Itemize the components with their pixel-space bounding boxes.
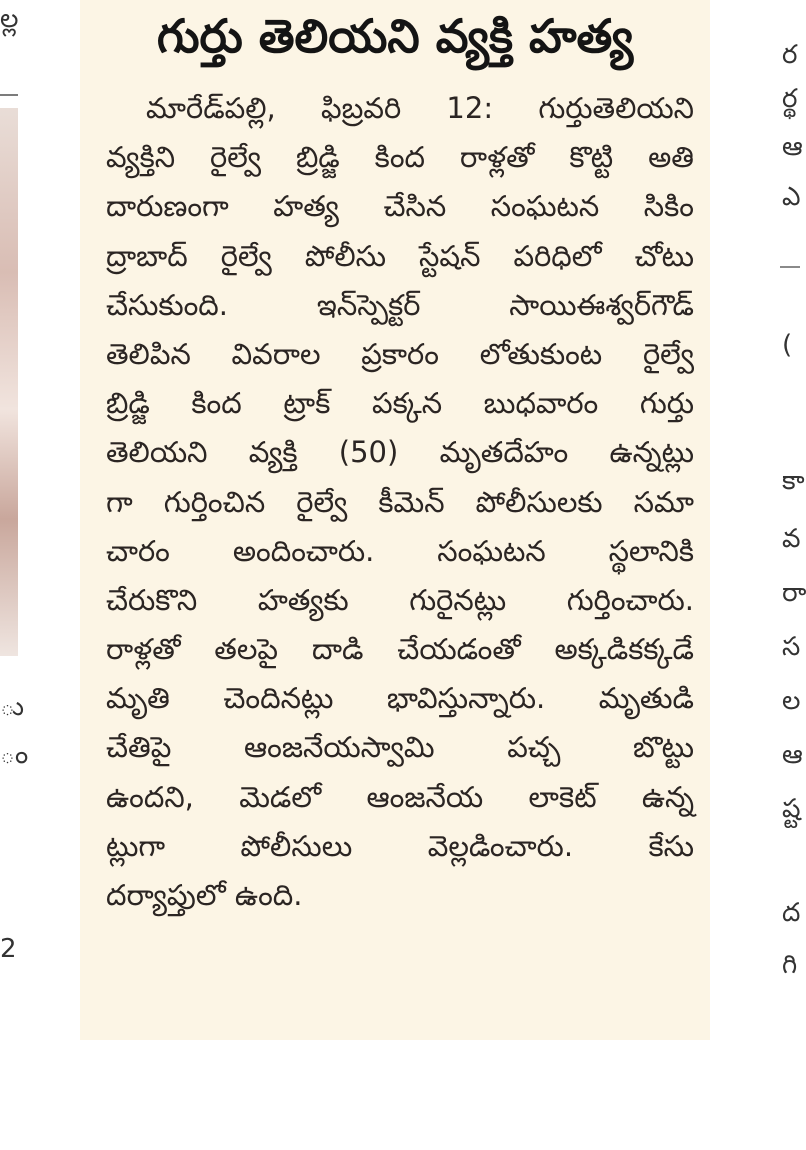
article-line: చేసుకుంది. ఇన్‌స్పెక్టర్ సాయిఈశ్వర్‌గౌడ్ — [106, 287, 694, 322]
article-line: మృతి చెందినట్లు భావిస్తున్నారు. మృతుడి — [106, 681, 694, 716]
article-headline: గుర్తు తెలియని వ్యక్తి హత్య — [156, 9, 634, 63]
right-column-text-fragment: ర — [782, 40, 798, 70]
article-line: దారుణంగా హత్య చేసిన సంఘటన సికిం — [106, 189, 694, 224]
right-column-text-fragment: గి — [782, 950, 798, 980]
right-column-text-fragment: ఆ — [782, 740, 803, 770]
right-column-text-fragment: ఆ — [782, 132, 803, 162]
right-column-text-fragment: స — [782, 632, 801, 662]
right-column-text-fragment: వ — [782, 524, 801, 554]
article-line: గా గుర్తించిన రైల్వే కీమెన్ పోలీసులకు సమా — [106, 484, 694, 519]
article-line: తెలిపిన వివరాల ప్రకారం లోతుకుంట రైల్వే — [106, 336, 694, 371]
right-column-text-fragment: ( — [782, 330, 793, 360]
right-column-text-fragment: రా — [782, 578, 806, 608]
article-line: రాళ్లతో తలపై దాడి చేయడంతో అక్కడికక్కడే — [106, 632, 694, 667]
news-article — [80, 0, 710, 1040]
article-line: చేతిపై ఆంజనేయస్వామి పచ్చ బొట్టు — [106, 730, 694, 765]
right-column-text-fragment: కా — [782, 466, 805, 496]
left-column-photo — [0, 108, 18, 656]
adjacent-column-left — [0, 0, 29, 1150]
right-column-text-fragment: ద — [782, 898, 801, 928]
article-line: వ్యక్తిని రైల్వే బ్రిడ్జి కింద రాళ్లతో కొట్టి అతి — [106, 140, 694, 175]
article-line: ద్రాబాద్ రైల్వే పోలీసు స్టేషన్ పరిధిలో చోటు — [106, 238, 694, 273]
left-column-text-fragment: ల్ల — [0, 4, 19, 34]
left-column-divider — [0, 94, 18, 96]
article-line: దర్యాప్తులో ఉంది. — [106, 878, 303, 912]
left-column-text-fragment: 2 — [0, 934, 17, 964]
right-column-text-fragment: ల — [782, 686, 801, 716]
article-line: ట్లుగా పోలీసులు వెల్లడించారు. కేసు — [106, 828, 694, 863]
article-line: మారేడ్‌పల్లి, ఫిబ్రవరి 12: గుర్తుతెలియని — [146, 91, 694, 125]
left-column-text-fragment: ు — [0, 692, 25, 722]
article-line: బ్రిడ్జి కింద ట్రాక్ పక్కన బుధవారం గుర్తు — [106, 386, 694, 421]
right-column-text-fragment: ష్ట — [782, 794, 801, 824]
article-line: చారం అందించారు. సంఘటన స్థలానికి — [106, 533, 694, 568]
article-line: ఉందని, మెడలో ఆంజనేయ లాకెట్ ఉన్న — [106, 779, 694, 814]
article-line: చేరుకొని హత్యకు గురైనట్లు గుర్తించారు. — [106, 582, 694, 617]
article-line: తెలియని వ్యక్తి (50) మృతదేహం ఉన్నట్లు — [106, 435, 694, 470]
article-body — [106, 84, 694, 920]
right-column-divider — [780, 266, 800, 268]
right-column-text-fragment: ఎ — [782, 182, 801, 212]
right-column-text-fragment: ర్థ — [782, 84, 798, 114]
left-column-text-fragment: ం — [0, 740, 29, 770]
